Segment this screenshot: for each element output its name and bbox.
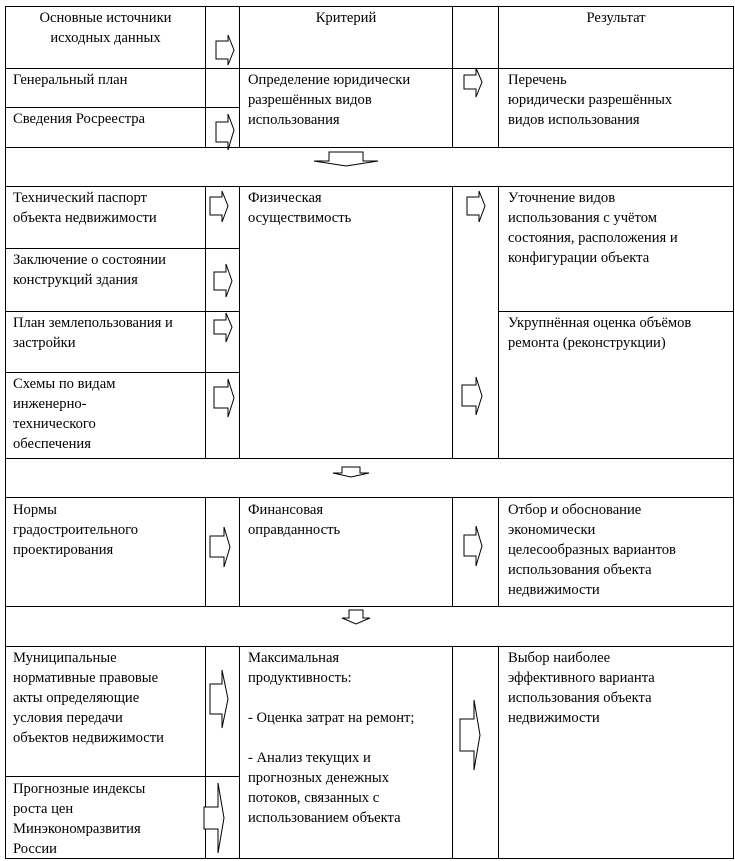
- right-arrow-icon: [461, 376, 483, 416]
- row-divider: [5, 68, 734, 69]
- right-arrow-icon: [209, 190, 229, 224]
- row-divider: [5, 186, 734, 187]
- down-arrow-icon: [313, 151, 379, 167]
- col-divider: [239, 646, 240, 858]
- col-divider: [498, 186, 499, 458]
- down-arrow-icon: [332, 466, 370, 478]
- col-divider: [452, 6, 453, 147]
- right-arrow-icon: [215, 113, 235, 153]
- criterion-max-productivity: Максимальная продуктивность: - Оценка затрат на ремонт; - Анализ текущих и прогнозных денежных потоков, связанных с использованием объекта: [248, 650, 415, 826]
- header-sources: Основные источники исходных данных: [39, 10, 172, 46]
- right-arrow-icon: [209, 526, 231, 568]
- source-engineering-schemes: Схемы по видам инженерно- технического обеспечения: [13, 376, 116, 452]
- row-divider: [5, 646, 734, 647]
- result-legal: Перечень юридически разрешённых видов использования: [508, 72, 673, 128]
- row-divider: [5, 147, 734, 148]
- table-border-left: [5, 6, 6, 859]
- right-arrow-icon: [209, 669, 229, 729]
- col-divider: [239, 497, 240, 606]
- row-divider: [498, 311, 734, 312]
- result-financial: Отбор и обоснование экономически целесообразных вариантов использования объекта недвижимости: [508, 502, 676, 598]
- criterion-legal: Определение юридически разрешённых видов использования: [248, 72, 411, 128]
- right-arrow-icon: [215, 34, 235, 66]
- right-arrow-icon: [213, 263, 233, 299]
- row-divider: [5, 497, 734, 498]
- source-tech-passport: Технический паспорт объекта недвижимости: [13, 190, 157, 226]
- right-arrow-icon: [203, 782, 225, 854]
- row-divider: [5, 606, 734, 607]
- criterion-financial: Финансовая оправданность: [248, 502, 341, 538]
- source-land-use-plan: План землепользования и застройки: [13, 315, 173, 351]
- table-border-right: [733, 6, 734, 859]
- col-divider: [452, 497, 453, 606]
- col-divider: [452, 646, 453, 858]
- source-condition-report: Заключение о состоянии конструкций здания: [13, 252, 166, 288]
- down-arrow-icon: [341, 609, 371, 625]
- col-divider: [205, 497, 206, 606]
- source-general-plan: Генеральный план: [13, 72, 128, 88]
- col-divider: [239, 186, 240, 458]
- header-result: Результат: [586, 10, 646, 26]
- header-criterion: Критерий: [315, 10, 377, 26]
- right-arrow-icon: [466, 190, 486, 224]
- source-price-indices: Прогнозные индексы роста цен Минэкономразвития России: [13, 781, 146, 857]
- table-border-top: [5, 6, 734, 7]
- result-repair-estimate: Укрупнённая оценка объёмов ремонта (реконструкции): [508, 315, 692, 351]
- source-urban-norms: Нормы градостроительного проектирования: [13, 502, 139, 558]
- col-divider: [452, 186, 453, 458]
- right-arrow-icon: [213, 312, 233, 344]
- result-best-use: Выбор наиболее эффективного варианта использования объекта недвижимости: [508, 650, 655, 726]
- col-divider: [498, 497, 499, 606]
- source-rosreestr: Сведения Росреестра: [13, 111, 146, 127]
- right-arrow-icon: [463, 67, 483, 99]
- row-divider: [5, 458, 734, 459]
- right-arrow-icon: [463, 525, 483, 567]
- col-divider: [205, 186, 206, 458]
- col-divider: [498, 646, 499, 858]
- col-divider: [205, 6, 206, 147]
- source-municipal-acts: Муниципальные нормативные правовые акты определяющие условия передачи объектов недвижимости: [13, 650, 164, 746]
- result-physical: Уточнение видов использования с учётом состояния, расположения и конфигурации объекта: [508, 190, 678, 266]
- right-arrow-icon: [459, 699, 481, 771]
- criterion-physical: Физическая осуществимость: [248, 190, 352, 226]
- right-arrow-icon: [213, 378, 235, 418]
